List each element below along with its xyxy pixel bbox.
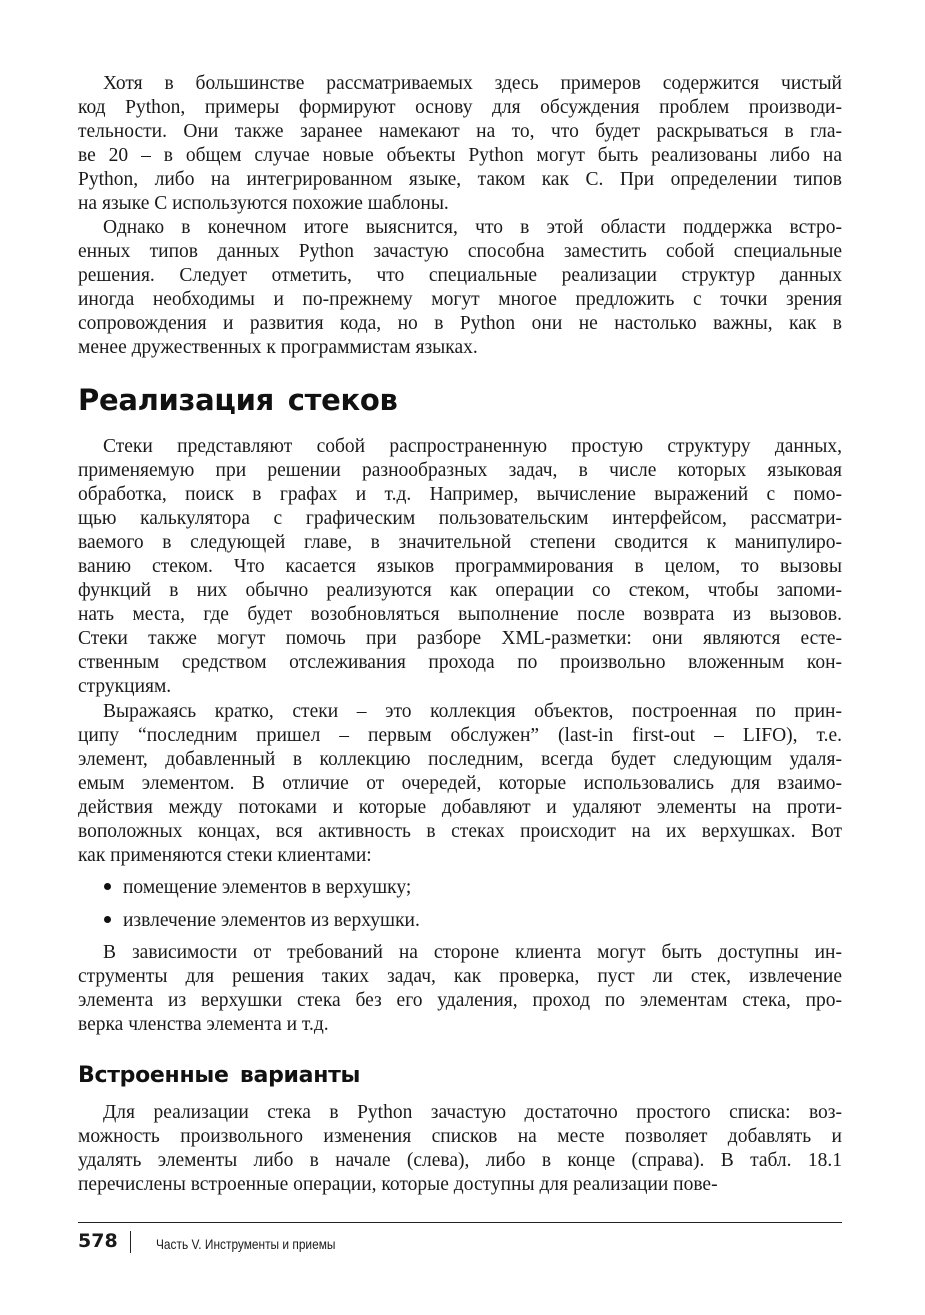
text-line: элемента из верхушки стека без его удаления, проход по элементам стека, про- <box>78 990 842 1011</box>
text-line: ве 20 – в общем случае новые объекты Python могут быть реализованы либо на <box>78 145 842 166</box>
text-line: элемент, добавленный в коллекцию последним, всегда будет следующим удаля- <box>78 749 842 770</box>
running-title: Часть V. Инструменты и приемы <box>156 1236 336 1252</box>
text-line: нать места, где будет возобновляться выполнение после возврата из вызовов. <box>78 604 842 625</box>
text-line: действия между потоками и которые добавляют и удаляют элементы на проти- <box>78 797 842 818</box>
text-line: менее дружественных к программистам языках. <box>78 337 478 358</box>
bullet-text: помещение элементов в верхушку; <box>123 877 412 898</box>
text-line: Стеки представляют собой распространенную простую структуру данных, <box>103 436 842 457</box>
subsection-heading: Встроенные варианты <box>78 1063 361 1088</box>
paragraph-5 <box>78 941 842 1037</box>
text-line: иногда необходимы и по-прежнему могут многое предложить с точки зрения <box>78 289 842 310</box>
text-line: перечислены встроенные операции, которые доступны для реализации пове- <box>78 1174 718 1195</box>
text-line: Для реализации стека в Python зачастую достаточно простого списка: воз- <box>103 1102 842 1123</box>
footer-rule <box>78 1222 842 1223</box>
text-line: применяемую при решении разнообразных задач, в числе которых языковая <box>78 460 842 481</box>
text-line: ственным средством отслеживания прохода по произвольно вложенным кон- <box>78 652 842 673</box>
paragraph-2 <box>78 216 842 360</box>
text-line: решения. Следует отметить, что специальные реализации структур данных <box>78 265 842 286</box>
section-heading: Реализация стеков <box>78 383 398 417</box>
text-line: как применяются стеки клиентами: <box>78 845 372 866</box>
text-line: Хотя в большинстве рассматриваемых здесь примеров содержится чистый <box>103 73 842 94</box>
text-line: Выражаясь кратко, стеки – это коллекция объектов, построенная по прин- <box>103 701 842 722</box>
bullet-text: извлечение элементов из верхушки. <box>123 910 420 931</box>
page-number: 578 <box>78 1230 118 1252</box>
bullet-icon <box>104 916 111 923</box>
paragraph-3 <box>78 435 842 699</box>
text-line: верка членства элемента и т.д. <box>78 1014 329 1035</box>
footer-separator <box>130 1231 131 1253</box>
text-line: щью калькулятора с графическим пользовательским интерфейсом, рассматри- <box>78 508 842 529</box>
text-line: функций в них обычно реализуются как операции со стеком, чтобы запоми- <box>78 580 842 601</box>
text-line: ванию стеком. Что касается языков программирования в целом, то вызовы <box>78 556 842 577</box>
paragraph-4 <box>78 700 842 868</box>
text-line: струменты для решения таких задач, как проверка, пуст ли стек, извлечение <box>78 966 842 987</box>
text-line: код Python, примеры формируют основу для обсуждения проблем производи- <box>78 97 842 118</box>
text-line: ваемого в следующей главе, в значительной степени сводится к манипулиро- <box>78 532 842 553</box>
text-line: на языке C используются похожие шаблоны. <box>78 193 449 214</box>
text-line: енных типов данных Python зачастую способна заместить собой специальные <box>78 241 842 262</box>
text-line: Однако в конечном итоге выяснится, что в этой области поддержка встро- <box>103 217 842 238</box>
text-line: воположных концах, вся активность в стеках происходит на их верхушках. Вот <box>78 821 842 842</box>
paragraph-1 <box>78 72 842 216</box>
bullet-item <box>104 876 411 900</box>
text-line: Python, либо на интегрированном языке, таком как C. При определении типов <box>78 169 842 190</box>
text-line: обработка, поиск в графах и т.д. Например, вычисление выражений с помо- <box>78 484 842 505</box>
bullet-item <box>104 909 420 933</box>
text-line: сопровождения и развития кода, но в Python они не настолько важны, как в <box>78 313 842 334</box>
bullet-icon <box>104 883 111 890</box>
text-line: струкциям. <box>78 676 172 697</box>
text-line: Стеки также могут помочь при разборе XML-разметки: они являются есте- <box>78 628 842 649</box>
text-line: В зависимости от требований на стороне клиента могут быть доступны ин- <box>103 942 842 963</box>
paragraph-6 <box>78 1101 842 1197</box>
text-line: можность произвольного изменения списков на месте позволяет добавлять и <box>78 1126 842 1147</box>
text-line: тельности. Они также заранее намекают на то, что будет раскрываться в гла- <box>78 121 842 142</box>
text-line: ципу “последним пришел – первым обслужен” (last-in first-out – LIFO), т.е. <box>78 725 842 746</box>
text-line: емым элементом. В отличие от очередей, которые использовались для взаимо- <box>78 773 842 794</box>
text-line: удалять элементы либо в начале (слева), либо в конце (справа). В табл. 18.1 <box>78 1150 842 1171</box>
